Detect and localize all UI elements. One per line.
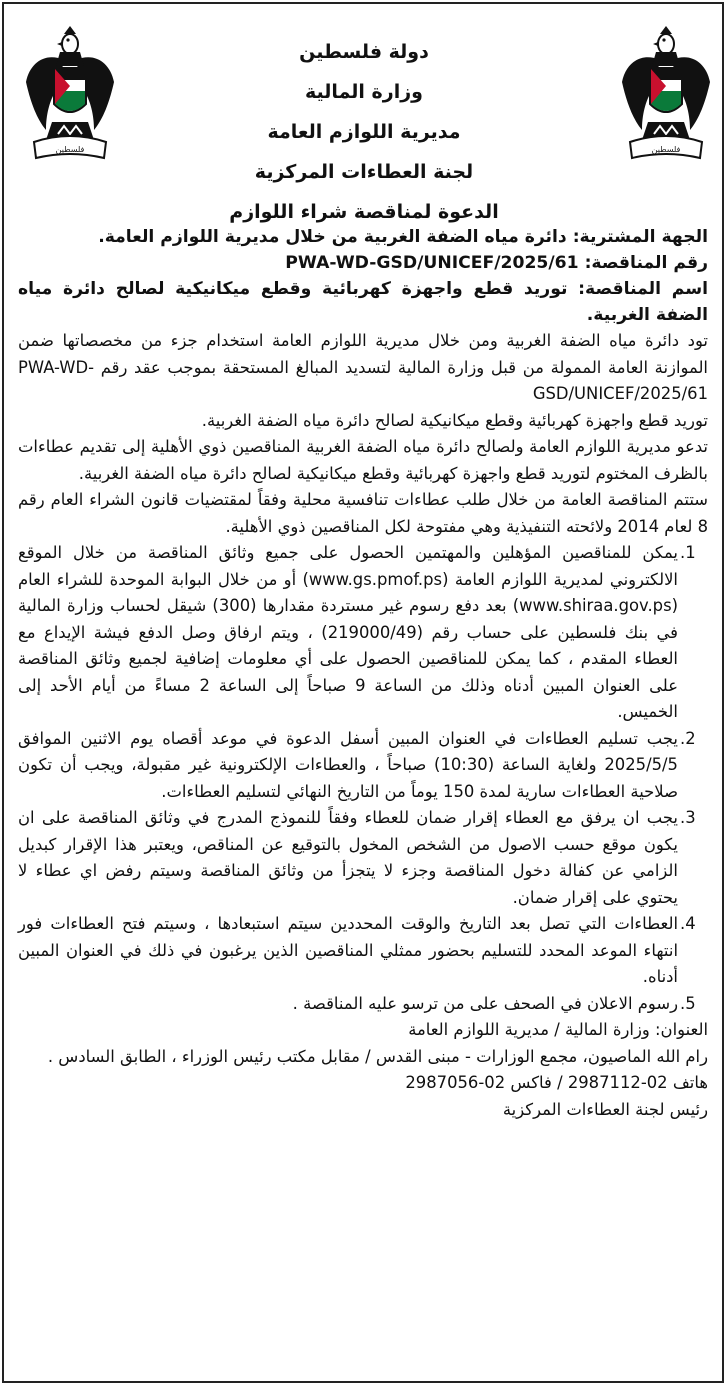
procurement-law-paragraph: ستتم المناقصة العامة من خلال طلب عطاءات تنافسية محلية وفقاً لمقتضيات قانون الشراء العام رقم 8 لعام 2014 ولائحته التنفيذية وهي مفتوحة لكل المناقصين ذوي الأهلية. xyxy=(18,490,708,536)
state-name: دولة فلسطين xyxy=(299,41,429,63)
signature: رئيس لجنة العطاءات المركزية xyxy=(502,1099,708,1119)
item-number: 2. xyxy=(680,728,696,748)
eagle-head xyxy=(653,26,674,54)
item-number: 3. xyxy=(680,808,696,827)
item-number: 1. xyxy=(680,543,696,562)
emblem-caption: فلسطين xyxy=(651,145,681,154)
palestine-eagle-emblem-icon xyxy=(24,22,116,164)
tender-number: PWA-WD-GSD/UNICEF/2025/61 xyxy=(285,253,579,273)
contact-phone-fax: هاتف 02-2987112 / فاكس 02-2987056 xyxy=(405,1073,708,1092)
address-line: العنوان: وزارة المالية / مديرية اللوازم العامة xyxy=(408,1020,708,1039)
intro-paragraph xyxy=(18,328,708,408)
supply-description: توريد قطع واجهزة كهربائية وقطع ميكانيكية لصالح دائرة مياه الضفة الغربية. xyxy=(201,410,708,430)
item-number: 4. xyxy=(680,914,696,933)
flag-shield xyxy=(650,68,682,112)
buyer-line: الجهة المشترية: دائرة مياه الضفة الغربية من خلال مديرية اللوازم العامة. xyxy=(98,227,708,247)
item-number: 5. xyxy=(680,993,696,1013)
list-item xyxy=(18,540,708,726)
emblem-caption: فلسطين xyxy=(55,145,85,154)
announcement-header xyxy=(140,32,588,232)
list-item xyxy=(18,911,708,991)
item-text: يجب ان يرفق مع العطاء إقرار ضمان للعطاء وفقاً للنموذج المدرج في وثائق المناقصة على ان يكون موقع حسب الاصول من الشخص المخول بالتوقيع عن المناقص، ويعتبر هذا الإقرار كبديل الزامي عن كفالة دخول المناقصة وجزء لا يتجزأ من وثائق المناقصة وسيتم رفض اي عطاء لا يحتوي على إقرار ضمان. xyxy=(18,808,678,907)
tender-number-line xyxy=(18,250,708,276)
item-text: العطاءات التي تصل بعد التاريخ والوقت المحددين سيتم استبعادها ، وسيتم فتح العطاءات فور انتهاء الموعد المحدد للتسليم بحضور ممثلي المناقصين الذين يرغبون في ذلك في العنوان المبين أدناه. xyxy=(18,914,678,986)
list-item xyxy=(18,805,708,911)
announcement-title: الدعوة لمناقصة شراء اللوازم xyxy=(229,201,499,223)
flag-shield xyxy=(54,68,86,112)
announcement-body xyxy=(18,224,708,1123)
conditions-list xyxy=(18,540,708,1017)
eagle-head xyxy=(57,26,78,54)
directorate-name: مديرية اللوازم العامة xyxy=(267,121,461,143)
contract-number: PWA-WD-GSD/UNICEF/2025/61 xyxy=(18,357,708,403)
address-detail: رام الله الماصيون، مجمع الوزارات - مبنى القدس / مقابل مكتب رئيس الوزراء ، الطابق السادس . xyxy=(47,1046,708,1066)
ministry-name: وزارة المالية xyxy=(305,81,423,103)
item-text: يمكن للمناقصين المؤهلين والمهتمين الحصول على جميع وثائق المناقصة من خلال الموقع الالكتروني لمديرية اللوازم العامة (www.gs.pmof.ps) أو من خلال البوابة الموحدة للشراء العام (www.shiraa.gov.ps) بعد دفع رسوم غير مستردة مقدارها (300) شيقل لحساب وزارة المالية في بنك فلسطين على حساب رقم (219000/49) ، ويتم ارفاق وصل الدفع فيشة الإيداع مع العطاء المقدم ، كما يمكن للمناقصين الحصول على أي معلومات إضافية لجميع وثائق المناقصة على العنوان المبين أدناه وذلك من الساعة 9 صباحاً إلى الساعة 2 مساءً من أيام الأحد إلى الخميس. xyxy=(18,543,679,721)
item-text: رسوم الاعلان في الصحف على من ترسو عليه المناقصة . xyxy=(292,993,678,1013)
intro-text: تود دائرة مياه الضفة الغربية ومن خلال مديرية اللوازم العامة استخدام جزء من مخصصاتها ضمن الموازنة العامة الممولة من قبل وزارة المالية لتسديد المبالغ المستحقة بموجب عقد رقم xyxy=(18,331,708,377)
list-item xyxy=(18,991,708,1018)
committee-name: لجنة العطاءات المركزية xyxy=(254,161,474,183)
list-item xyxy=(18,726,708,806)
invitation-paragraph: تدعو مديرية اللوازم العامة ولصالح دائرة مياه الضفة الغربية المناقصين ذوي الأهلية إلى تقديم عطاءات بالظرف المختوم لتوريد قطع واجهزة كهربائية وقطع ميكانيكية لصالح دائرة مياه الضفة الغربية. xyxy=(18,437,708,483)
item-text: يجب تسليم العطاءات في العنوان المبين أسفل الدعوة في موعد أقصاه يوم الاثنين الموافق 2025/5/5 ولغاية الساعة (10:30) صباحاً ، والعطاءات الإلكترونية غير مقبولة، ويجب أن تكون صلاحية العطاءات سارية لمدة 150 يوماً من التاريخ النهائي لتسليم العطاءات. xyxy=(18,728,678,801)
tender-name-line: اسم المناقصة: توريد قطع واجهزة كهربائية وقطع ميكانيكية لصالح دائرة مياه الضفة الغربية. xyxy=(18,279,708,325)
palestine-eagle-emblem-icon xyxy=(620,22,712,164)
tender-number-label: رقم المناقصة: xyxy=(584,253,708,273)
